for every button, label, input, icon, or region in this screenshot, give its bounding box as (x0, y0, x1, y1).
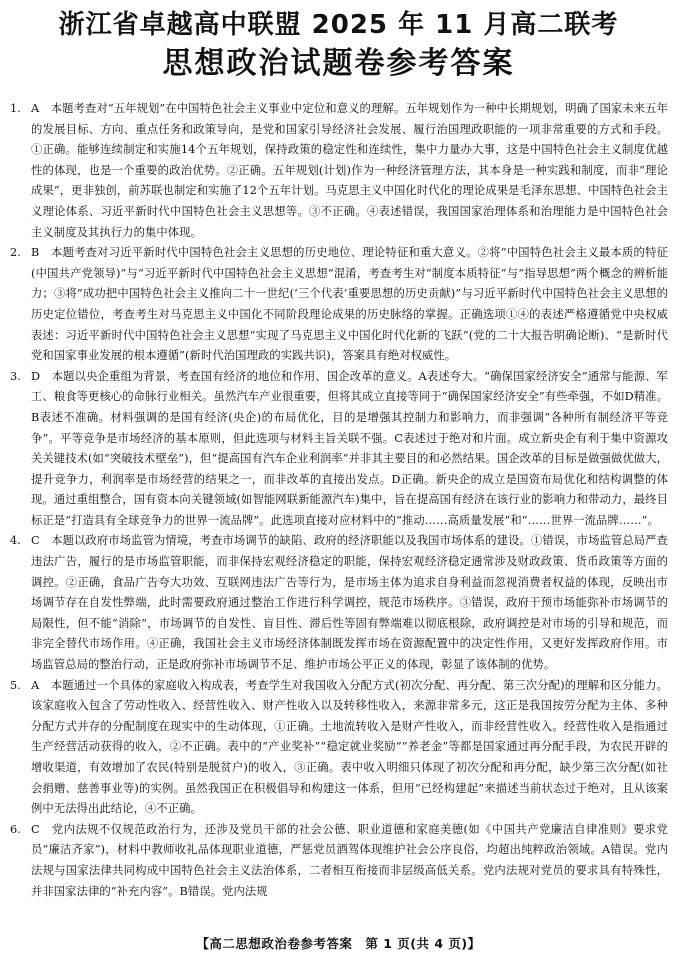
answer-item-6 (10, 820, 668, 902)
page-footer: 【高二思想政治卷参考答案 第 1 页(共 4 页)】 (196, 936, 481, 951)
answer-text: A 本题通过一个具体的家庭收入构成表，考查学生对我国收入分配方式(初次分配、再分配、第三次分配)的理解和区分能力。该家庭收入包含了劳动性收入、经营性收入、财产性收入以及转移性收入，来源非常多元，这正是我国按劳分配为主体、多种分配方式并存的分配制度在现实中的生动体现，①正确。土地流转收入是财产性收入，而非经营性收入。经营性收入是指通过生产经营活动获得的收入，②不正确。表中的“产业奖补”“稳定就业奖励”“养老金”等都是国家通过再分配手段，为农民开辟的增收渠道，有效增加了农民(特别是脱贫户)的收入，③正确。表中收入明细只体现了初次分配和再分配，缺少第三次分配(如社会捐赠、慈善事业等)的实例。虽然我国正在积极倡导和构建这一体系，但用“已经构建起”来描述当前状态过于绝对，且从该案例中无法得出此结论，④不正确。 (31, 678, 668, 816)
answer-number: 1. (10, 102, 21, 115)
answer-text: A 本题考查对“五年规划”在中国特色社会主义事业中定位和意义的理解。五年规划作为一种中长期规划，明确了国家未来五年的发展目标、方向、重点任务和政策导向，是党和国家引导经济社会发展、履行治国理政职能的一项非常重要的方式和手段。①正确。能够连续制定和实施14个五年规划，保持政策的稳定性和连续性，集中力量办大事，这是中国特色社会主义制度优越性的体现，也是一个重要的政治优势。②正确。五年规划(计划)作为一种经济管理方法，其本身是一种实践和制度，而非“理论成果”，更非独创，前苏联也制定和实施了12个五年计划。马克思主义中国化时代化的理论成果是毛泽东思想、中国特色社会主义理论体系、习近平新时代中国特色社会主义思想等。③不正确。④表述错误，我国国家治理体系和治理能力是中国特色社会主义制度及其执行力的集中体现。 (31, 102, 668, 239)
page-title-line2: 思想政治试题卷参考答案 (162, 46, 515, 81)
answer-text: B 本题考查对习近平新时代中国特色社会主义思想的历史地位、理论特征和重大意义。②将“中国特色社会主义最本质的特征(中国共产党领导)”与“习近平新时代中国特色社会主义思想”混淆，考查考生对“制度本质特征”与“指导思想”两个概念的辨析能力；③将“成功把中国特色社会主义推向二十一世纪(‘三个代表’重要思想的历史贡献)”与习近平新时代中国特色社会主义思想的历史定位错位，考查考生对马克思主义中国化不同阶段理论成果的历史脉络的掌握。正确选项①④的表述严格遵循党中央权威表述：习近平新时代中国特色社会主义思想“实现了马克思主义中国化时代化新的飞跃”(党的二十大报告明确论断)、“是新时代党和国家事业发展的根本遵循”(新时代治国理政的实践共识)，答案具有绝对权威性。 (31, 246, 668, 363)
answer-number: 3. (10, 369, 21, 383)
answer-text: C 党内法规不仅规范政治行为，还涉及党员干部的社会公德、职业道德和家庭美德(如《中国共产党廉洁自律准则》要求党员“廉洁齐家”)，材料中教师收礼品体现职业道德，严惩党员酒驾体现维护社会公序良俗，均超出纯粹政治领域。A错误。党内法规与国家法律共同构成中国特色社会主义法治体系，二者相互衔接而非层级高低关系。党内法规对党员的要求具有特殊性，并非国家法律的“补充内容”。B错误。党内法规 (31, 822, 668, 898)
answer-number: 4. (10, 534, 21, 548)
answer-text: D 本题以央企重组为背景，考查国有经济的地位和作用、国企改革的意义。A表述夸大。“确保国家经济安全”通常与能源、军工、粮食等更核心的命脉行业相关。虽然汽车产业很重要，但将其成立直接等同于“确保国家经济安全”有些牵强，不如D精准。B表述不准确。材料强调的是国有经济(央企)的布局优化，目的是增强其控制力和影响力，而非强调“各种所有制经济平等竞争”。平等竞争是市场经济的基本原则，但此选项与材料主旨关联不强。C表述过于绝对和片面。成立新央企有利于集中资源攻关关键技术(如“突破技术壁垒”)，但“提高国有汽车企业利润率”并非其主要目的和必然结果。国企改革的目标是做强做优做大，提升竞争力，利润率是市场经营的结果之一，而非改革的直接出发点。D正确。新央企的成立是国资布局优化和结构调整的体现。通过重组整合，国有资本向关键领域(如智能网联新能源汽车)集中，旨在提高国有经济在该行业的影响力和带动力，最终目标正是“打造具有全球竞争力的世界一流品牌”。此选项直接对应材料中的“推动……高质量发展”和“……世界一流品牌……”。 (31, 369, 668, 527)
answer-number: 5. (10, 678, 21, 692)
answer-text: C 本题以政府市场监管为情境，考查市场调节的缺陷、政府的经济职能以及我国市场体系的建设。①错误，市场监管总局严查违法广告，履行的是市场监管职能，而非保持宏观经济稳定的职能，保持宏观经济稳定通常涉及财政政策、货币政策等方面的调控。②正确，食品广告夸大功效、互联网违法广告等行为，是市场主体为追求自身利益而忽视消费者权益的体现，反映出市场调节存在自发性弊端，此时需要政府通过整治工作进行科学调控，规范市场秩序。③错误，政府干预市场能弥补市场调节的局限性，但不能“消除”，市场调节的自发性、盲目性、滞后性等固有弊端难以彻底根除，政府调控是对市场的引导和规范，而非完全替代市场作用。④正确，我国社会主义市场经济体制既发挥市场在资源配置中的决定性作用，又更好发挥政府作用。市场监管总局的整治行动，正是政府弥补市场调节不足、维护市场公平正义的体现，彰显了该体制的优势。 (31, 534, 668, 672)
answer-item-2 (10, 243, 668, 367)
page-title-line1: 浙江省卓越高中联盟 2025 年 11 月高二联考 (58, 10, 619, 40)
answer-item-4 (10, 531, 668, 675)
answer-item-3 (10, 367, 668, 532)
answer-item-5 (10, 676, 668, 820)
answer-number: 6. (10, 822, 21, 836)
answer-number: 2. (10, 246, 21, 260)
answer-item-1 (10, 99, 668, 243)
answer-list (10, 99, 668, 902)
